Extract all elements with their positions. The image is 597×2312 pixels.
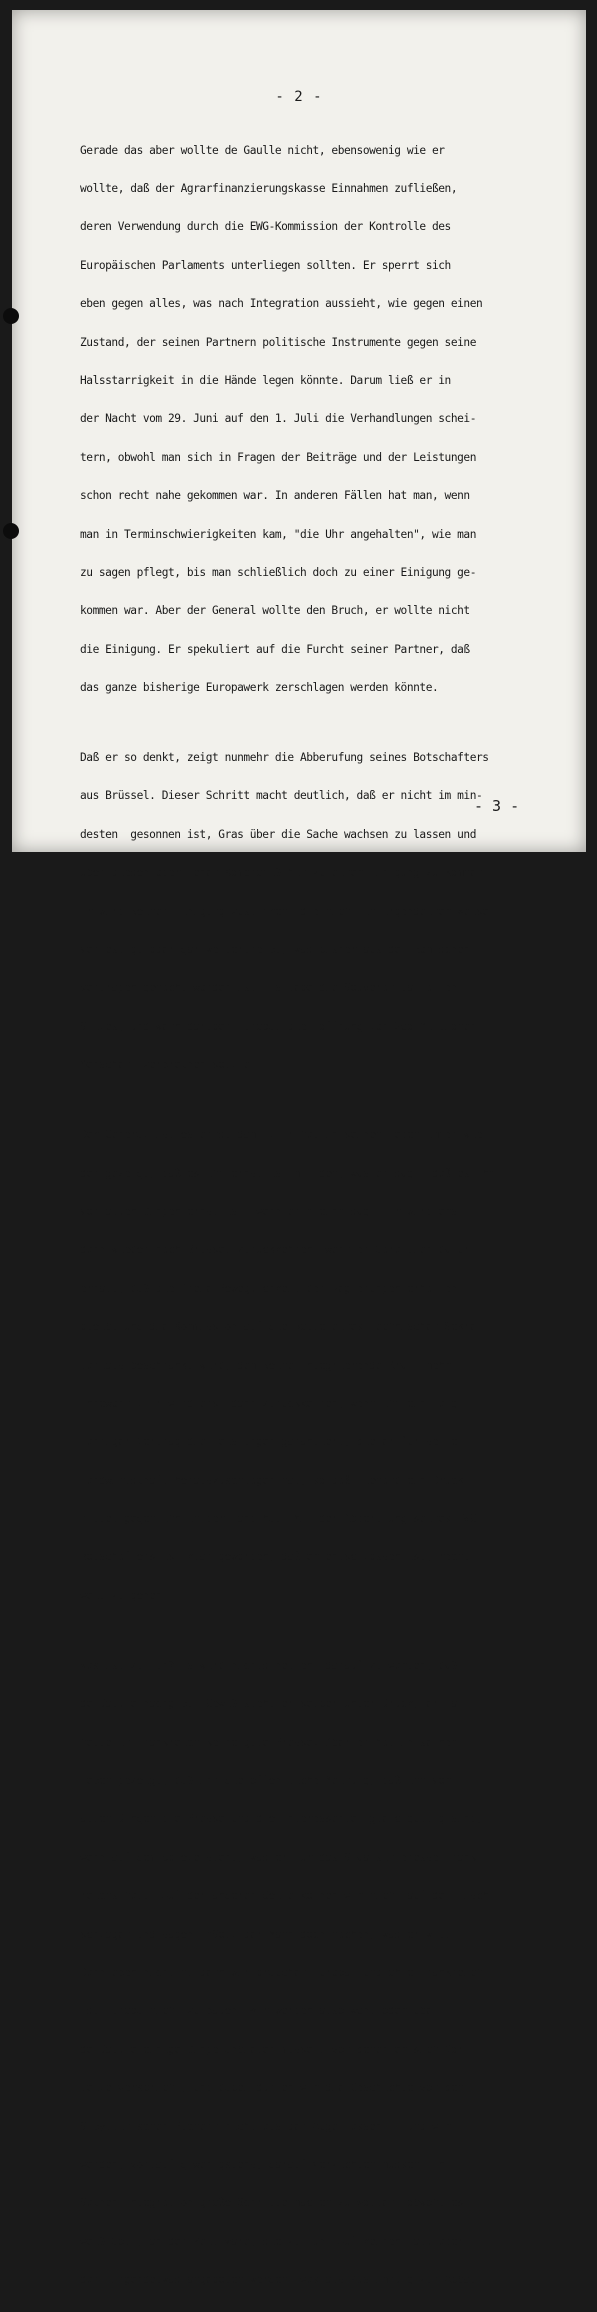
text-line: kommen war. Aber der General wollte den Bruch, er wollte nicht	[80, 604, 470, 618]
text-line: heute in Frankreich keine gute Presse. Aber er hat in seinem	[80, 1735, 458, 1749]
text-line: Daß er so denkt, zeigt nunmehr die Abberufung seines Botschafters	[80, 751, 489, 765]
page-number-header: - 2 -	[275, 89, 323, 105]
text-line: reichs hält. Auf der anderen Seite können wir nicht auf den Tisch	[80, 1889, 489, 1903]
text-line: ist Europa nicht zu bauen. Wir werden also wohl oder übel	[80, 2004, 439, 2018]
text-line: Dann eben nicht!", denn wir brauchen Europa, und ohne Frankreich	[80, 1965, 483, 1979]
text-line: teile verspricht, und dabei dürfen wir die Geschichte von den	[80, 2081, 464, 2095]
text-line: darf irgendetwas angeboten werden, was als Zustimmung zum Abbau	[80, 2273, 476, 2287]
text-line: jähriger Vertrag die Leistungen garantiert, die er für seine	[80, 1435, 458, 1449]
body-text	[80, 119, 560, 2312]
text-line: schon recht nahe gekommen war. In anderen Fällen hat man, wenn	[80, 489, 470, 503]
paragraph-2	[80, 726, 560, 1097]
text-line: Botschafters ist klar geworden, daß er entschlossen ist, recht	[80, 1550, 470, 1564]
paragraph-3	[80, 1104, 560, 1629]
punch-hole-bottom	[3, 523, 19, 539]
text-line: wenn auf dem Spiele steht, was er für das Staatsinteresse Frank-	[80, 1850, 483, 1864]
text-line: zu sagen pflegt, bis man schließlich doch zu einer Einigung ge-	[80, 565, 476, 579]
document-page	[12, 10, 586, 2287]
text-line: weiß Gott, an der Zeit wäre, sie zu tun. Auf keinen Fall aber	[80, 2234, 464, 2248]
text-line: Menschen, zerbrechen sollte...	[80, 1058, 269, 1072]
text-line: de Gaulle nachgibt. Gewiß steht er selber unter Druck; er hat	[80, 1697, 464, 1711]
text-line: das ganze bisherige Europawerk zerschlagen werden könnte.	[80, 681, 439, 695]
text-line: desten gesonnen ist, Gras über die Sache wachsen zu lassen und	[80, 827, 476, 841]
text-line: vor allen Dingen ernst ist, wenn er "nein" sagt. Er wird erst	[80, 1204, 464, 1218]
text-line: die Einigung. Er spekuliert auf die Furcht seiner Partner, daß	[80, 642, 470, 656]
text-line: man in Terminschwierigkeiten kam, "die Uhr angehalten", wie man	[80, 527, 476, 541]
text-line: allen Dingen die Presse und die Interessenten gleichgültig sind,	[80, 1812, 483, 1826]
text-line: der gezeigt, daß es ihm ernst ist mit dem, was er sagt, daß es ihm	[80, 1166, 495, 1180]
text-line: Sibyllinischen Büchern nicht aus dem Auge lassen... Und wir	[80, 2119, 451, 2133]
text-line: der Nacht vom 29. Juni auf den 1. Juli die Verhandlungen schei-	[80, 412, 476, 426]
text-line: eben gegen alles, was nach Integration aussieht, wie gegen einen	[80, 297, 483, 311]
paragraph-4	[80, 1634, 560, 2312]
text-line: dann wieder nach Brüssel zurückkehren, wenn er Garantien dafür	[80, 1243, 470, 1257]
text-line: erhält, daß die freie Beweglichkeit der Regierungen erhalten	[80, 1281, 458, 1295]
text-line: Er wird keiner Einigung zustimmen, die nicht in irgendeiner Weise	[80, 904, 489, 918]
text-line: verfestigt oder gar weitertreibt, was bisher aus den Römischen	[80, 943, 470, 956]
text-line: bleibt und die Kommission auf die Rolle eines technischen Sekre-	[80, 1320, 483, 1334]
text-line: mittel gegen ihn in der Hand hat. Mit der Abberufung seines EWG-	[80, 1512, 483, 1526]
text-line: Gerade das aber wollte de Gaulle nicht, ebensowenig wie er	[80, 143, 445, 157]
text-line: deren Verwendung durch die EWG-Kommission der Kontrolle des	[80, 220, 451, 234]
text-line: Zustand, der seinen Partnern politische Instrumente gegen seine	[80, 335, 476, 349]
text-line: aus Brüssel. Dieser Schritt macht deutlich, daß er nicht im min-	[80, 789, 483, 803]
text-line: Stiles, und wenn darüber Europa, die Hoffnung von 2oo Millionen	[80, 1019, 476, 1033]
text-line: tern, obwohl man sich in Fragen der Beiträge und der Leistungen	[80, 450, 476, 464]
text-line: Sachen Integration große Schritte machen zu wollen, obwohl es,	[80, 2196, 470, 2210]
text-line: schlagen und sagen: "Soll der Mann doch machen, was er will!	[80, 1927, 458, 1941]
text-line: Landwirtschaft herauszuschlagen hat, so daß niemand ein Druck-	[80, 1473, 470, 1487]
paragraph-1	[80, 119, 560, 720]
text-line: Leben gezeigt, daß ihm die öffentliche Meinung, daß ihm vor	[80, 1774, 451, 1787]
text-line: Verträgen gemacht worden ist. Es lebe die Souveränität alten	[80, 981, 458, 995]
text-line: weit zu gehen.	[80, 1588, 168, 1602]
text-line: über diesen oder jenen Kompromiß hin zu einer Einigung zu kommen.	[80, 866, 489, 880]
text-line: werden, vorläufig wenigstens, darauf verzichten müssen, in	[80, 2157, 445, 2171]
text-line: Halsstarrigkeit in die Hände legen könnte. Darum ließ er in	[80, 373, 451, 387]
text-line: Europäischen Parlaments unterliegen sollten. Er sperrt sich	[80, 258, 451, 272]
text-line: Dem General ist es ernst damit. Er hat in seinem Leben immer wie-	[80, 1128, 489, 1142]
text-line: tariats beschränkt wird, dem keine integrierende Kraft mehr	[80, 1358, 451, 1372]
text-line: wollte, daß der Agrarfinanzierungskasse Einnahmen zufließen,	[80, 181, 458, 195]
page-number-footer: - 3 -	[474, 797, 520, 815]
text-line: Was ist zu tun? Es wird nichts helfen, darauf zu warten, daß	[80, 1658, 458, 1672]
text-line: de Gaulle einige Dinge anbieten müssen, von denen er sich Vor-	[80, 2042, 470, 2056]
punch-hole-top	[3, 308, 19, 324]
text-line: innewohnt. Er wird erst dann zurückkehren, wenn ihm ein lang-	[80, 1396, 464, 1410]
